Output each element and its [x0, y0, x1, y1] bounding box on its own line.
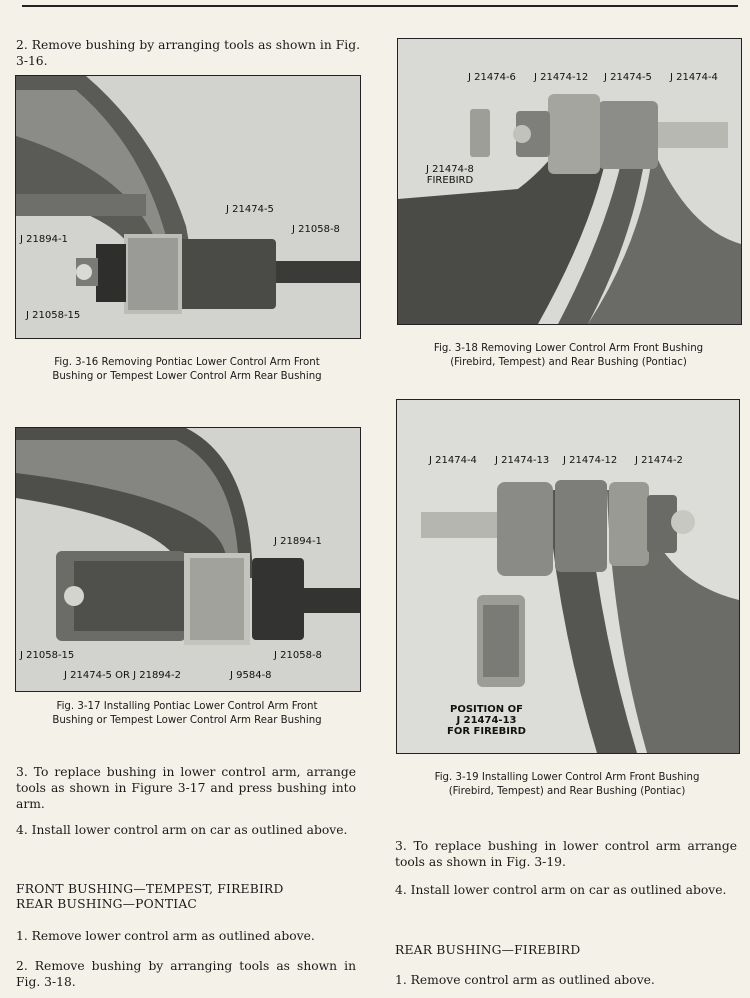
label-j21474-6: J 21474-6	[468, 72, 516, 83]
step-2-remove-bushing-fig18: 2. Remove bushing by arranging tools as shown in Fig. 3-18.	[16, 959, 356, 989]
label-j21474-4: J 21474-4	[670, 72, 718, 83]
section-heading-line-2: REAR BUSHING—PONTIAC	[16, 897, 198, 911]
label-j21474-12: J 21474-12	[563, 455, 618, 466]
label-j21474-5: J 21474-5	[604, 72, 652, 83]
label-j21474-5-or-j21894-2: J 21474-5 OR J 21894-2	[64, 670, 181, 681]
label-j21474-2: J 21474-2	[635, 455, 683, 466]
figure-3-16	[15, 75, 361, 339]
label-firebird: FIREBIRD	[426, 175, 474, 186]
figure-3-19	[396, 399, 740, 754]
caption-line-2: (Firebird, Tempest) and Rear Bushing (Pontiac)	[450, 357, 687, 368]
label-j21058-15: J 21058-15	[26, 310, 81, 321]
section-heading-line-1: FRONT BUSHING—TEMPEST, FIREBIRD	[16, 882, 284, 896]
caption-line-1: Fig. 3-17 Installing Pontiac Lower Control Arm Front	[56, 701, 318, 712]
label-j21894-1: J 21894-1	[20, 234, 68, 245]
caption-fig-3-18	[397, 342, 740, 370]
label-for-firebird: FOR FIREBIRD	[447, 726, 526, 737]
label-j21474-8: J 21474-8	[426, 164, 474, 175]
label-j21058-8: J 21058-8	[274, 650, 322, 661]
step-4-install-arm-right: 4. Install lower control arm on car as outlined above.	[395, 883, 727, 897]
caption-fig-3-17	[15, 700, 359, 728]
caption-line-1: Fig. 3-18 Removing Lower Control Arm Front Bushing	[433, 343, 704, 354]
caption-line-1: Fig. 3-19 Installing Lower Control Arm Front Bushing	[434, 772, 700, 783]
caption-fig-3-19	[396, 771, 738, 799]
label-j21058-8: J 21058-8	[292, 224, 340, 235]
label-j21474-13-firebird: J 21474-13	[456, 715, 517, 726]
label-j21474-13: J 21474-13	[495, 455, 550, 466]
label-j21474-4: J 21474-4	[429, 455, 477, 466]
top-rule	[22, 5, 738, 7]
caption-line-1: Fig. 3-16 Removing Pontiac Lower Control Arm Front	[54, 357, 320, 368]
step-4-install-arm: 4. Install lower control arm on car as outlined above.	[16, 823, 348, 837]
label-j21894-1: J 21894-1	[274, 536, 322, 547]
caption-fig-3-16	[15, 356, 359, 384]
step-2-remove-bushing: 2. Remove bushing by arranging tools as shown in Fig. 3-16.	[16, 38, 360, 68]
step-1-remove-control-arm: 1. Remove control arm as outlined above.	[395, 973, 655, 987]
section-heading-rear-bushing-firebird: REAR BUSHING—FIREBIRD	[395, 943, 581, 957]
step-3-replace-bushing-fig19: 3. To replace bushing in lower control arm arrange tools as shown in Fig. 3-19.	[395, 839, 737, 869]
caption-line-2: (Firebird, Tempest) and Rear Bushing (Pontiac)	[448, 786, 686, 797]
step-3-replace-bushing: 3. To replace bushing in lower control arm, arrange tools as shown in Figure 3-17 and press bushing into arm.	[16, 765, 356, 811]
label-position-of: POSITION OF	[449, 704, 523, 715]
label-j21474-12: J 21474-12	[534, 72, 589, 83]
caption-line-2: Bushing or Tempest Lower Control Arm Rear Bushing	[52, 715, 322, 726]
step-1-remove-arm: 1. Remove lower control arm as outlined above.	[16, 929, 315, 943]
caption-line-2: Bushing or Tempest Lower Control Arm Rear Bushing	[52, 371, 322, 382]
figure-3-19-photo	[397, 400, 739, 753]
figure-3-16-photo	[16, 76, 360, 338]
figure-3-17	[15, 427, 361, 692]
label-j21474-5: J 21474-5	[226, 204, 274, 215]
label-j21474-8-firebird	[426, 164, 474, 186]
label-j21058-15: J 21058-15	[20, 650, 75, 661]
label-position-of-j21474-13	[447, 704, 526, 737]
figure-3-18	[397, 38, 742, 325]
label-j9584-8: J 9584-8	[230, 670, 272, 681]
